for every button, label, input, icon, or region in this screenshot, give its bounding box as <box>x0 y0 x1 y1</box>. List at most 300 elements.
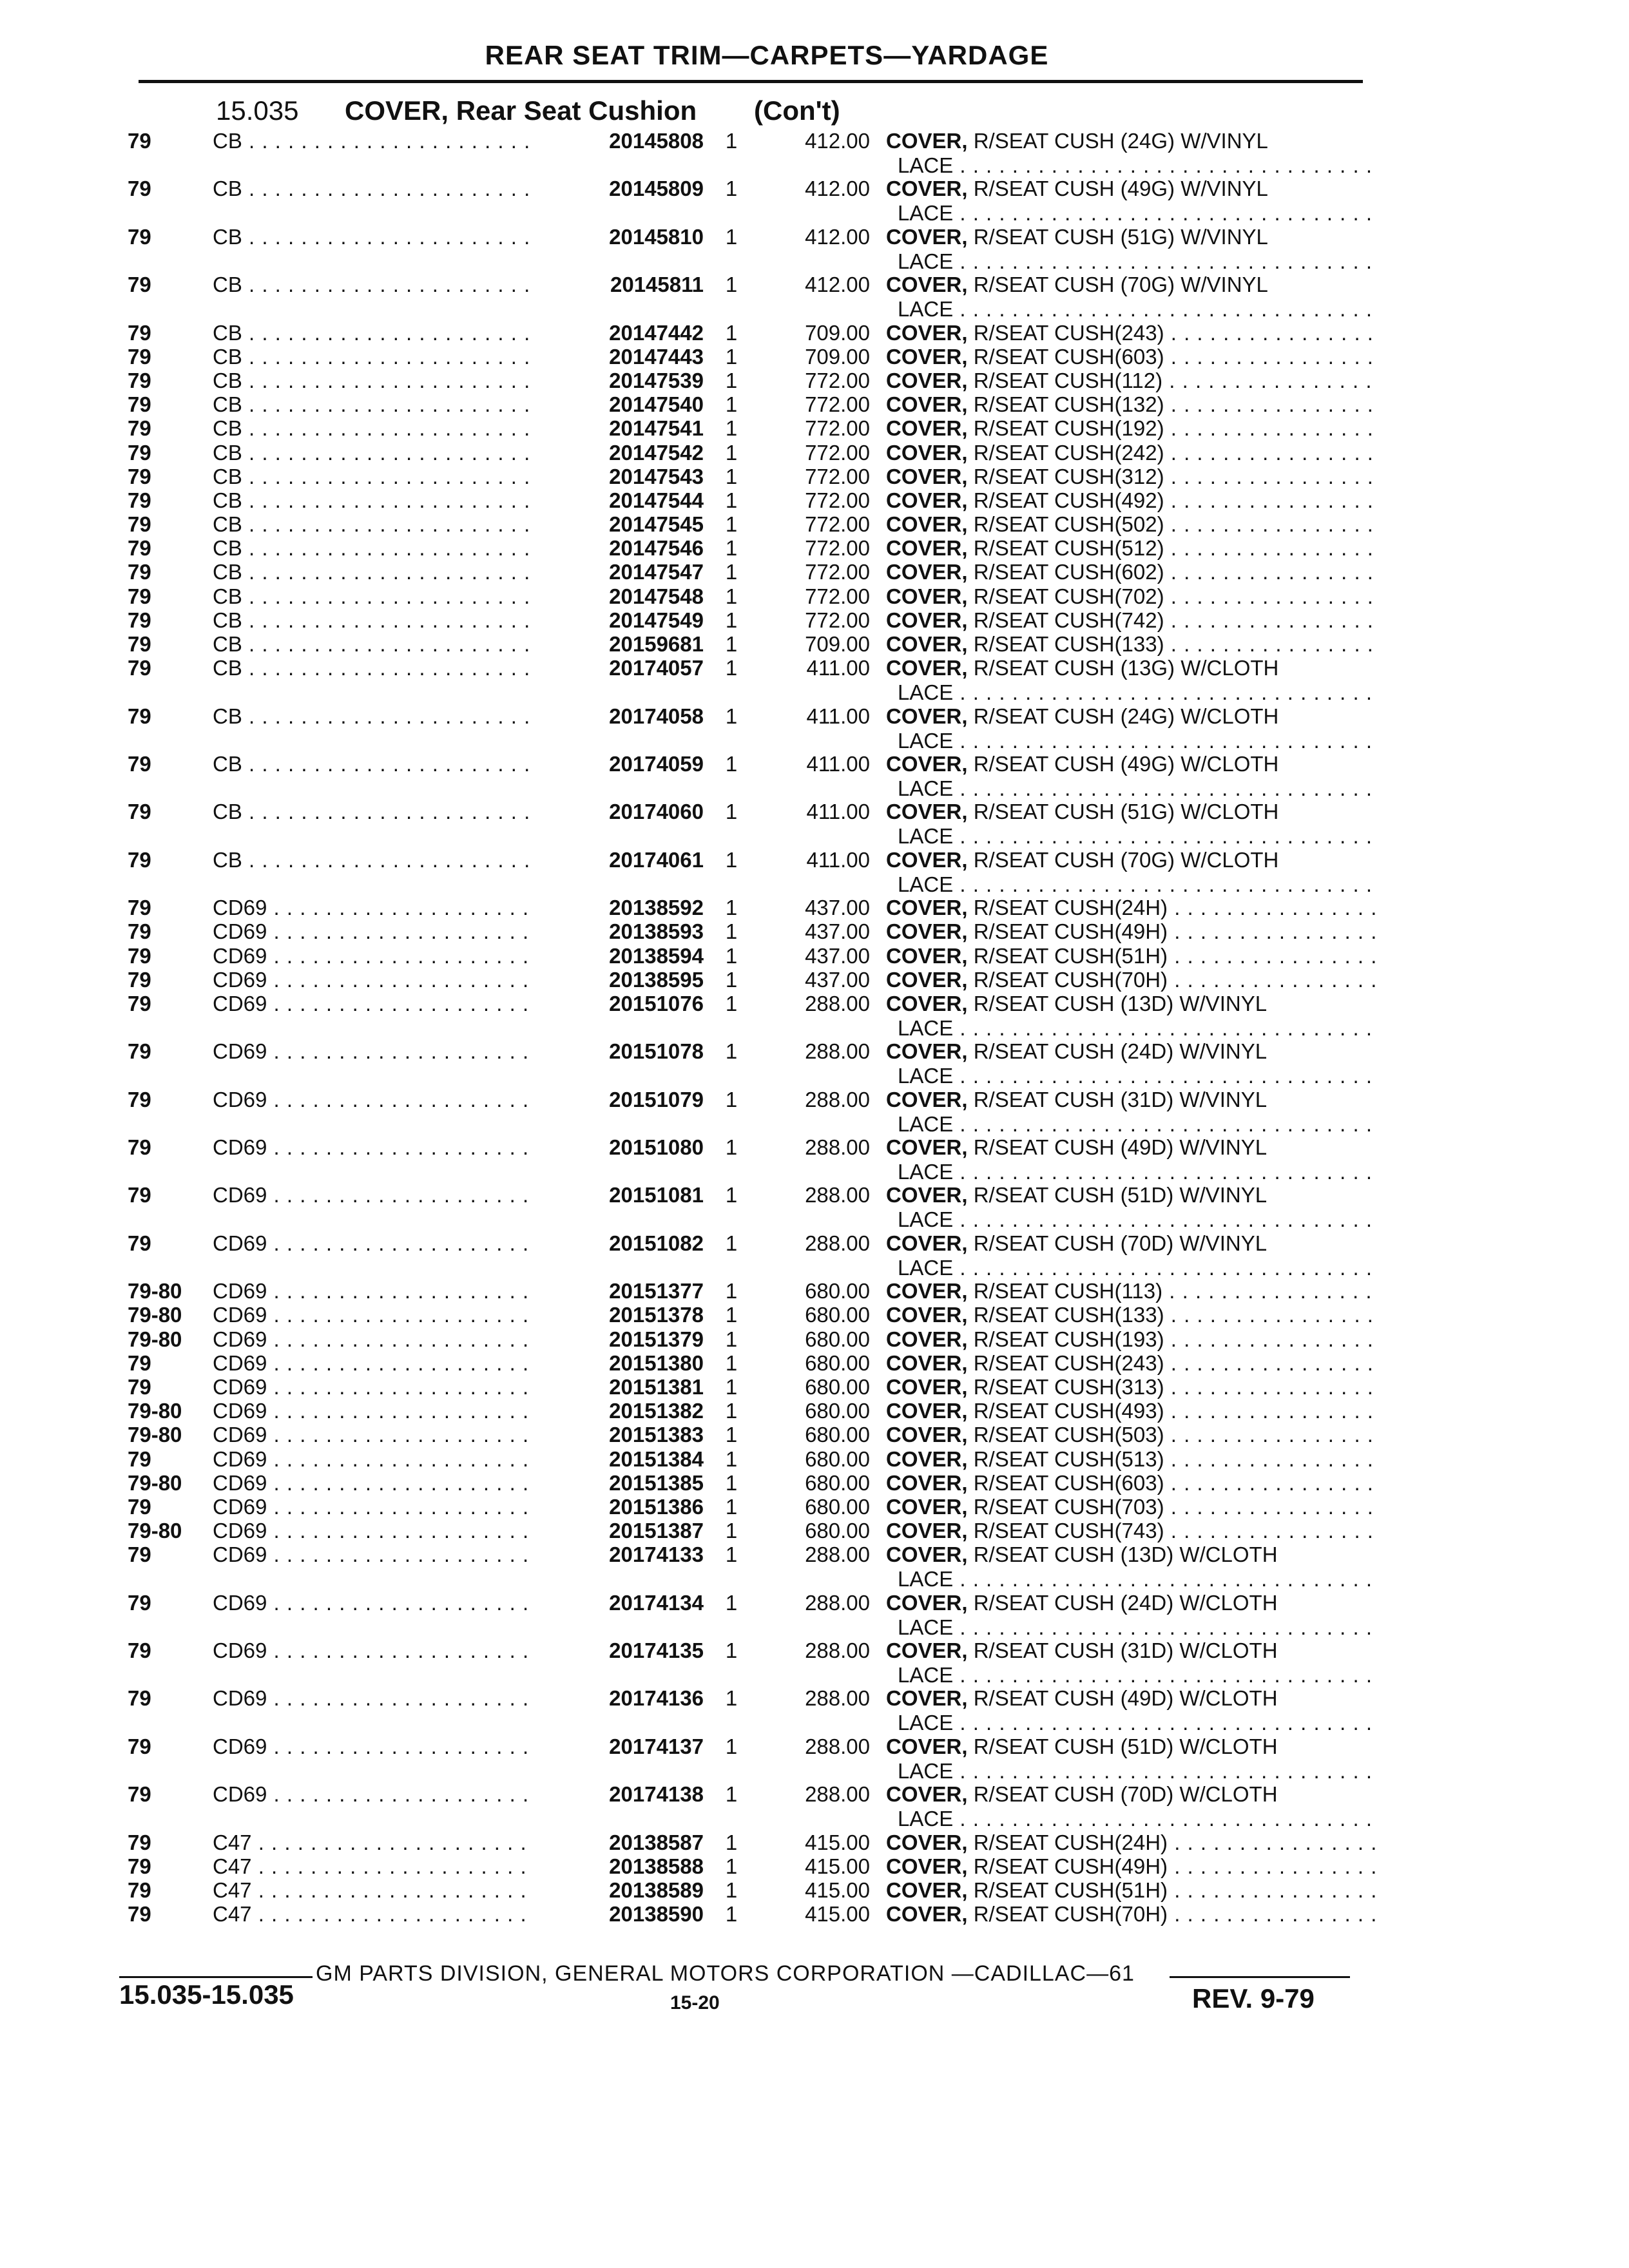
description-continuation: LACE . . . <box>886 729 1376 753</box>
description-noun: COVER, <box>886 991 968 1015</box>
parts-row <box>0 1902 1629 1926</box>
description-noun: COVER, <box>886 1399 968 1423</box>
quantity: 1 <box>725 1519 738 1543</box>
part-description <box>886 1039 1376 1088</box>
description-continuation: LACE . . . <box>886 1807 1376 1831</box>
parts-row <box>0 1639 1629 1686</box>
description-continuation: LACE . . . <box>886 1567 1376 1591</box>
description-text: R/SEAT CUSH(493) . . . <box>968 1399 1376 1423</box>
model-code: CD69 . . . <box>213 1039 535 1064</box>
part-number: 20147549 <box>555 608 704 633</box>
model-code: CD69 . . . <box>213 1686 535 1711</box>
part-number: 20147542 <box>555 441 704 465</box>
description-text: R/SEAT CUSH (49D) W/CLOTH <box>967 1686 1278 1711</box>
part-description <box>886 1351 1376 1376</box>
price-code: 411.00 <box>806 751 870 776</box>
description-noun: COVER, <box>886 1279 968 1303</box>
parts-row <box>0 369 1629 392</box>
part-description <box>886 392 1376 417</box>
description-text: R/SEAT CUSH (13G) W/CLOTH <box>967 656 1279 680</box>
description-continuation: LACE . . . <box>886 201 1376 226</box>
part-description <box>886 1135 1376 1184</box>
model-year: 79 <box>128 177 151 201</box>
quantity: 1 <box>725 488 738 512</box>
description-text: R/SEAT CUSH(243) . . . <box>968 1351 1376 1375</box>
model-year: 79 <box>128 1686 151 1711</box>
parts-row <box>0 800 1629 847</box>
description-text: R/SEAT CUSH(133) . . . <box>968 632 1376 656</box>
description-noun: COVER, <box>886 751 968 776</box>
part-number: 20138595 <box>555 968 704 992</box>
model-year: 79 <box>128 560 151 584</box>
description-continuation: LACE . . . <box>886 1112 1376 1137</box>
description-noun: COVER, <box>886 392 968 417</box>
description-noun: COVER, <box>886 919 968 944</box>
part-number: 20174138 <box>555 1782 704 1807</box>
quantity: 1 <box>725 751 738 776</box>
part-number: 20151076 <box>555 992 704 1016</box>
description-continuation: LACE . . . <box>886 872 1376 897</box>
price-code: 415.00 <box>805 1902 870 1927</box>
model-year: 79 <box>128 991 151 1015</box>
model-code: CB . . . <box>213 129 535 153</box>
model-code: CD69 . . . <box>213 1639 535 1663</box>
part-number: 20159681 <box>555 632 704 657</box>
part-description <box>886 968 1376 992</box>
part-description <box>886 1183 1376 1232</box>
part-description <box>886 416 1376 441</box>
price-code: 411.00 <box>806 847 870 872</box>
description-text: R/SEAT CUSH(512) . . . <box>968 536 1376 560</box>
part-description <box>886 560 1376 584</box>
parts-row <box>0 465 1629 488</box>
quantity: 1 <box>725 991 738 1015</box>
price-code: 288.00 <box>805 1183 870 1207</box>
quantity: 1 <box>725 1039 738 1064</box>
part-number: 20147545 <box>555 512 704 537</box>
part-number: 20174136 <box>555 1686 704 1711</box>
model-year: 79 <box>128 800 151 824</box>
part-number: 20138592 <box>555 896 704 920</box>
part-number: 20151378 <box>555 1303 704 1327</box>
description-noun: COVER, <box>886 368 968 392</box>
part-description <box>886 1447 1376 1472</box>
part-number: 20151387 <box>555 1519 704 1543</box>
description-noun: COVER, <box>886 1303 968 1327</box>
model-code: CD69 . . . <box>213 1519 535 1543</box>
description-noun: COVER, <box>886 512 968 537</box>
part-description <box>886 1782 1376 1831</box>
quantity: 1 <box>725 440 738 465</box>
quantity: 1 <box>725 1374 738 1399</box>
part-description <box>886 848 1376 897</box>
description-noun: COVER, <box>886 1830 968 1854</box>
model-code: CD69 . . . <box>213 1231 535 1256</box>
part-description <box>886 225 1376 274</box>
description-noun: COVER, <box>886 129 968 153</box>
model-year: 79 <box>128 224 151 249</box>
price-code: 288.00 <box>805 1039 870 1064</box>
quantity: 1 <box>725 656 738 680</box>
price-code: 680.00 <box>805 1279 870 1303</box>
description-text: R/SEAT CUSH(703) . . . <box>968 1495 1376 1519</box>
parts-row <box>0 968 1629 992</box>
part-number: 20147548 <box>555 584 704 609</box>
parts-row <box>0 1591 1629 1639</box>
parts-row <box>0 1735 1629 1782</box>
description-text: R/SEAT CUSH (13D) W/VINYL <box>967 991 1268 1015</box>
price-code: 288.00 <box>805 1231 870 1255</box>
description-continuation: LACE . . . <box>886 680 1376 705</box>
quantity: 1 <box>725 1494 738 1519</box>
price-code: 288.00 <box>805 1542 870 1567</box>
model-year: 79 <box>128 416 151 441</box>
part-number: 20151384 <box>555 1447 704 1472</box>
model-code: C47 . . . <box>213 1854 535 1879</box>
model-code: CD69 . . . <box>213 1495 535 1519</box>
part-description <box>886 1303 1376 1327</box>
part-description <box>886 1231 1376 1280</box>
price-code: 288.00 <box>805 1639 870 1663</box>
parts-row <box>0 1231 1629 1279</box>
price-code: 415.00 <box>805 1878 870 1903</box>
header-rule <box>139 80 1363 83</box>
part-number: 20151081 <box>555 1183 704 1207</box>
model-code: CD69 . . . <box>213 896 535 920</box>
description-continuation: LACE . . . <box>886 1207 1376 1232</box>
price-code: 680.00 <box>805 1399 870 1423</box>
price-code: 772.00 <box>805 464 870 488</box>
part-number: 20145808 <box>555 129 704 153</box>
parts-row <box>0 1423 1629 1446</box>
part-description <box>886 536 1376 561</box>
part-description <box>886 632 1376 657</box>
model-code: CD69 . . . <box>213 1351 535 1376</box>
description-continuation: LACE . . . <box>886 1256 1376 1280</box>
description-text: R/SEAT CUSH (70D) W/CLOTH <box>967 1782 1278 1807</box>
price-code: 437.00 <box>805 967 870 992</box>
description-noun: COVER, <box>886 800 968 824</box>
part-number: 20151386 <box>555 1495 704 1519</box>
part-number: 20151377 <box>555 1279 704 1303</box>
quantity: 1 <box>725 129 738 153</box>
model-code: CB . . . <box>213 416 535 441</box>
price-code: 288.00 <box>805 1087 870 1111</box>
description-text: R/SEAT CUSH(242) . . . <box>968 441 1376 465</box>
part-number: 20151080 <box>555 1135 704 1160</box>
price-code: 412.00 <box>805 224 870 249</box>
model-year: 79 <box>128 704 151 728</box>
description-noun: COVER, <box>886 1135 968 1160</box>
part-description <box>886 1399 1376 1423</box>
part-number: 20138590 <box>555 1902 704 1927</box>
description-noun: COVER, <box>886 1902 968 1927</box>
price-code: 680.00 <box>805 1374 870 1399</box>
part-number: 20174057 <box>555 656 704 680</box>
quantity: 1 <box>725 704 738 728</box>
quantity: 1 <box>725 177 738 201</box>
part-description <box>886 369 1376 393</box>
part-description <box>886 800 1376 849</box>
part-number: 20138594 <box>555 944 704 968</box>
description-noun: COVER, <box>886 416 968 441</box>
price-code: 437.00 <box>805 896 870 920</box>
quantity: 1 <box>725 1135 738 1160</box>
price-code: 680.00 <box>805 1519 870 1543</box>
quantity: 1 <box>725 344 738 369</box>
quantity: 1 <box>725 847 738 872</box>
part-description <box>886 321 1376 345</box>
parts-row <box>0 752 1629 800</box>
model-year: 79 <box>128 1183 151 1207</box>
model-year: 79 <box>128 751 151 776</box>
parts-list <box>0 129 1629 1926</box>
model-code: CD69 . . . <box>213 1591 535 1615</box>
part-number: 20147547 <box>555 560 704 584</box>
description-text: R/SEAT CUSH(743) . . . <box>968 1519 1376 1542</box>
parts-row <box>0 1351 1629 1375</box>
model-code: CD69 . . . <box>213 944 535 968</box>
description-text: R/SEAT CUSH (13D) W/CLOTH <box>967 1542 1278 1567</box>
model-year: 79 <box>128 320 151 345</box>
parts-row <box>0 1471 1629 1495</box>
price-code: 437.00 <box>805 943 870 968</box>
price-code: 411.00 <box>806 800 870 824</box>
price-code: 680.00 <box>805 1303 870 1327</box>
quantity: 1 <box>725 416 738 441</box>
part-number: 20138593 <box>555 919 704 944</box>
description-text: R/SEAT CUSH(492) . . . <box>968 488 1376 512</box>
parts-row <box>0 632 1629 656</box>
part-number: 20174137 <box>555 1735 704 1759</box>
quantity: 1 <box>725 1902 738 1927</box>
description-noun: COVER, <box>886 1782 968 1807</box>
part-number: 20174133 <box>555 1542 704 1567</box>
model-code: CD69 . . . <box>213 1542 535 1567</box>
model-code: CB . . . <box>213 321 535 345</box>
part-number: 20151382 <box>555 1399 704 1423</box>
part-description <box>886 1542 1376 1591</box>
quantity: 1 <box>725 632 738 656</box>
quantity: 1 <box>725 1350 738 1375</box>
model-year: 79 <box>128 608 151 632</box>
description-noun: COVER, <box>886 943 968 968</box>
part-number: 20151385 <box>555 1471 704 1495</box>
quantity: 1 <box>725 1087 738 1111</box>
description-text: R/SEAT CUSH(113) . . . <box>968 1279 1376 1303</box>
model-year: 79 <box>128 943 151 968</box>
description-text: R/SEAT CUSH (24G) W/VINYL <box>967 129 1268 153</box>
part-number: 20174060 <box>555 800 704 824</box>
model-code: CD69 . . . <box>213 1782 535 1807</box>
description-text: R/SEAT CUSH(503) . . . <box>968 1423 1376 1446</box>
model-year: 79 <box>128 464 151 488</box>
description-text: R/SEAT CUSH(24H) . . . <box>968 1831 1376 1854</box>
description-noun: COVER, <box>886 967 968 992</box>
description-noun: COVER, <box>886 1374 968 1399</box>
part-description <box>886 1423 1376 1447</box>
description-text: R/SEAT CUSH(702) . . . <box>968 584 1376 608</box>
model-year: 79 <box>128 1639 151 1663</box>
parts-row <box>0 273 1629 320</box>
part-description <box>886 1327 1376 1352</box>
model-code: CD69 . . . <box>213 1375 535 1399</box>
model-year: 79 <box>128 632 151 656</box>
model-code: CB . . . <box>213 584 535 609</box>
parts-row <box>0 1088 1629 1135</box>
model-code: C47 . . . <box>213 1878 535 1903</box>
part-description <box>886 1902 1376 1927</box>
parts-row <box>0 1399 1629 1423</box>
model-code: CD69 . . . <box>213 919 535 944</box>
description-text: R/SEAT CUSH(51H) . . . <box>968 1878 1376 1902</box>
description-text: R/SEAT CUSH(313) . . . <box>968 1375 1376 1399</box>
description-noun: COVER, <box>886 1087 968 1111</box>
quantity: 1 <box>725 1399 738 1423</box>
quantity: 1 <box>725 584 738 608</box>
price-code: 709.00 <box>805 632 870 656</box>
description-noun: COVER, <box>886 320 968 345</box>
description-text: R/SEAT CUSH (70G) W/CLOTH <box>967 847 1279 872</box>
part-number: 20151383 <box>555 1423 704 1447</box>
section-continued: (Con't) <box>754 95 840 126</box>
description-text: R/SEAT CUSH(513) . . . <box>968 1447 1376 1471</box>
description-noun: COVER, <box>886 440 968 465</box>
price-code: 288.00 <box>805 1590 870 1615</box>
model-year: 79 <box>128 1087 151 1111</box>
model-code: CB . . . <box>213 345 535 369</box>
part-description <box>886 896 1376 920</box>
model-year: 79 <box>128 536 151 561</box>
model-code: CB . . . <box>213 656 535 680</box>
quantity: 1 <box>725 1327 738 1351</box>
part-description <box>886 345 1376 369</box>
part-description <box>886 1735 1376 1783</box>
quantity: 1 <box>725 919 738 944</box>
price-code: 772.00 <box>805 536 870 561</box>
quantity: 1 <box>725 608 738 632</box>
part-description <box>886 1591 1376 1640</box>
parts-row <box>0 321 1629 345</box>
quantity: 1 <box>725 1854 738 1878</box>
price-code: 288.00 <box>805 1782 870 1807</box>
model-year: 79 <box>128 1350 151 1375</box>
description-noun: COVER, <box>886 896 968 920</box>
description-noun: COVER, <box>886 1327 968 1351</box>
quantity: 1 <box>725 1830 738 1854</box>
page-title: REAR SEAT TRIM—CARPETS—YARDAGE <box>485 40 1049 70</box>
model-code: CB . . . <box>213 177 535 201</box>
model-year: 79 <box>128 584 151 608</box>
price-code: 415.00 <box>805 1854 870 1878</box>
model-year: 79 <box>128 1039 151 1064</box>
description-noun: COVER, <box>886 1423 968 1447</box>
model-year: 79 <box>128 488 151 512</box>
price-code: 772.00 <box>805 368 870 392</box>
parts-row <box>0 560 1629 584</box>
footer-publisher: GM PARTS DIVISION, GENERAL MOTORS CORPORATION —CADILLAC—61 <box>316 1961 1135 1986</box>
parts-row <box>0 1854 1629 1878</box>
quantity: 1 <box>725 392 738 417</box>
quantity: 1 <box>725 967 738 992</box>
part-description <box>886 512 1376 537</box>
model-year: 79 <box>128 896 151 920</box>
price-code: 680.00 <box>805 1494 870 1519</box>
parts-row <box>0 1303 1629 1327</box>
model-code: CD69 . . . <box>213 1303 535 1327</box>
part-number: 20138588 <box>555 1854 704 1879</box>
price-code: 772.00 <box>805 488 870 512</box>
price-code: 709.00 <box>805 344 870 369</box>
part-number: 20174061 <box>555 848 704 872</box>
description-noun: COVER, <box>886 1590 968 1615</box>
parts-row <box>0 1183 1629 1231</box>
part-description <box>886 465 1376 489</box>
description-noun: COVER, <box>886 1686 968 1711</box>
footer-rule-left <box>119 1976 313 1978</box>
quantity: 1 <box>725 1686 738 1711</box>
description-text: R/SEAT CUSH (24D) W/VINYL <box>967 1039 1268 1064</box>
part-description <box>886 584 1376 609</box>
parts-row <box>0 584 1629 608</box>
description-continuation: LACE . . . <box>886 1160 1376 1184</box>
quantity: 1 <box>725 224 738 249</box>
description-noun: COVER, <box>886 632 968 656</box>
description-noun: COVER, <box>886 1639 968 1663</box>
model-code: CB . . . <box>213 441 535 465</box>
quantity: 1 <box>725 512 738 537</box>
part-description <box>886 1831 1376 1855</box>
description-noun: COVER, <box>886 464 968 488</box>
description-continuation: LACE . . . <box>886 1759 1376 1783</box>
description-continuation: LACE . . . <box>886 1711 1376 1735</box>
model-year: 79 <box>128 1854 151 1878</box>
description-text: R/SEAT CUSH(742) . . . <box>968 608 1376 632</box>
quantity: 1 <box>725 943 738 968</box>
parts-row <box>0 416 1629 440</box>
description-noun: COVER, <box>886 1446 968 1471</box>
description-continuation: LACE . . . <box>886 249 1376 274</box>
section-heading <box>216 95 840 126</box>
description-text: R/SEAT CUSH (70G) W/VINYL <box>967 273 1268 297</box>
model-year: 79-80 <box>128 1279 182 1303</box>
model-year: 79 <box>128 1902 151 1927</box>
part-number: 20147543 <box>555 465 704 489</box>
price-code: 411.00 <box>806 704 870 728</box>
part-description <box>886 656 1376 705</box>
description-continuation: LACE . . . <box>886 776 1376 801</box>
model-year: 79 <box>128 1135 151 1160</box>
model-code: CB . . . <box>213 800 535 824</box>
part-description <box>886 1519 1376 1543</box>
model-code: CB . . . <box>213 536 535 561</box>
description-noun: COVER, <box>886 1231 968 1255</box>
model-year: 79 <box>128 1542 151 1567</box>
quantity: 1 <box>725 1782 738 1807</box>
parts-row <box>0 345 1629 369</box>
price-code: 772.00 <box>805 584 870 608</box>
description-text: R/SEAT CUSH(602) . . . <box>968 560 1376 584</box>
quantity: 1 <box>725 1734 738 1758</box>
footer-rule-right <box>1170 1976 1350 1978</box>
part-number: 20145809 <box>555 177 704 201</box>
description-noun: COVER, <box>886 1854 968 1878</box>
model-code: CB . . . <box>213 369 535 393</box>
part-number: 20147539 <box>555 369 704 393</box>
price-code: 412.00 <box>805 177 870 201</box>
parts-row <box>0 512 1629 536</box>
section-title: COVER, Rear Seat Cushion <box>345 95 697 126</box>
